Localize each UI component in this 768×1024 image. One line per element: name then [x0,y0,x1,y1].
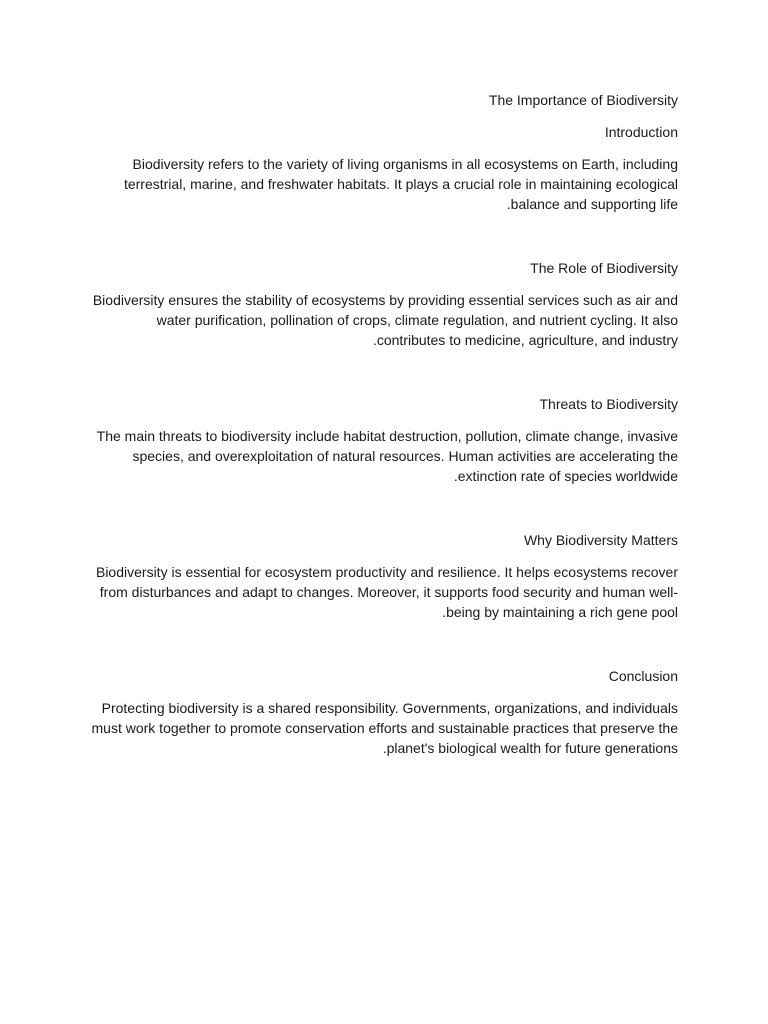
spacer [88,550,678,562]
spacer [88,686,678,698]
section-conclusion [88,666,678,758]
section-body: Biodiversity ensures the stability of ecosystems by providing essential services such as air and water purification, pollination of crops, climate regulation, and nutrient cycling. It also contributes to medicine, agriculture, and industry. [92,292,678,348]
document-page [88,90,678,758]
section-body: Protecting biodiversity is a shared responsibility. Governments, organizations, and individuals must work together to promote conservation efforts and sustainable practices that preserve the planet's biological wealth for future generations. [91,700,678,756]
document-title: The Importance of Biodiversity [488,92,678,108]
section-body: The main threats to biodiversity include habitat destruction, pollution, climate change, invasive species, and overexploitation of natural resources. Human activities are accelerating the extinction rate of species worldwide. [96,428,678,484]
spacer [88,214,678,258]
spacer [88,278,678,290]
section-heading: The Role of Biodiversity [530,260,678,276]
section-heading: Introduction [604,124,678,140]
section-body: Biodiversity refers to the variety of living organisms in all ecosystems on Earth, including terrestrial, marine, and freshwater habitats. It plays a crucial role in maintaining ecological balance and supporting life. [123,156,678,212]
spacer [88,142,678,154]
spacer [88,622,678,666]
section-body: Biodiversity is essential for ecosystem productivity and resilience. It helps ecosystems recover from disturbances and adapt to changes. Moreover, it supports food security and human well-being by maintaining a rich gene pool. [95,564,678,620]
spacer [88,414,678,426]
section-heading: Why Biodiversity Matters [523,532,678,548]
section-role [88,258,678,350]
section-heading: Threats to Biodiversity [539,396,678,412]
spacer [88,110,678,122]
spacer [88,350,678,394]
section-heading: Conclusion [608,668,678,684]
section-introduction [88,122,678,214]
spacer [88,486,678,530]
section-threats [88,394,678,486]
section-why-matters [88,530,678,622]
